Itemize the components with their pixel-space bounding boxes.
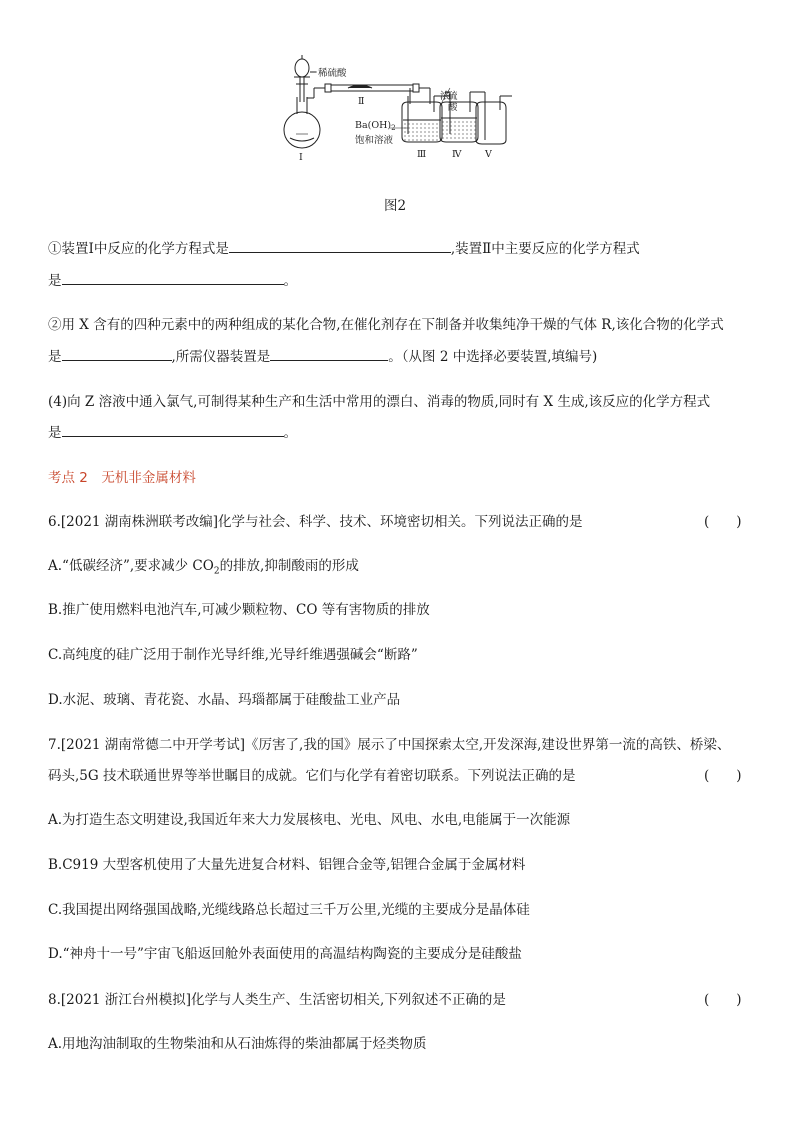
q6-a-pre: A.“低碳经济”,要求减少 CO	[48, 558, 214, 574]
sub2-line2	[48, 345, 597, 365]
answer-blank-3[interactable]	[62, 346, 172, 361]
q7-answer-paren[interactable]: ( )	[704, 768, 742, 784]
label-acid: 稀硫酸	[318, 68, 347, 79]
sub2-line2-b: ,所需仪器装置是	[171, 349, 271, 365]
bottle-v	[476, 92, 512, 144]
label-saturated: 饱和溶液	[355, 135, 394, 146]
q6-option-b: B.推广使用燃料电池汽车,可减少颗粒物、CO 等有害物质的排放	[48, 602, 430, 618]
bottle-iii	[402, 88, 445, 142]
q7-stem-line2: 码头,5G 技术联通世界等举世瞩目的成就。它们与化学有着密切联系。下列说法正确的是	[48, 768, 576, 784]
answer-blank-1[interactable]	[229, 238, 451, 253]
label-baoh-main: Ba(OH)	[355, 120, 392, 131]
q7-option-a: A.为打造生态文明建设,我国近年来大力发展核电、光电、风电、水电,电能属于一次能源	[48, 812, 571, 828]
q7-stem-line1: 7.[2021 湖南常德二中开学考试]《厉害了,我的国》展示了中国探索太空,开发深海,建设世界第一流的高铁、桥梁、	[48, 737, 731, 753]
dropping-funnel	[294, 55, 316, 102]
answer-blank-2[interactable]	[62, 270, 284, 285]
label-conc-3: 酸	[448, 102, 458, 113]
figure-caption: 图2	[384, 198, 407, 214]
q6-answer-paren[interactable]: ( )	[704, 514, 742, 530]
q8-stem: 8.[2021 浙江台州模拟]化学与人类生产、生活密切相关,下列叙述不正确的是	[48, 992, 506, 1008]
label-baoh-sub: 2	[391, 124, 396, 132]
label-conc-2: 硫	[448, 91, 458, 102]
apparatus-diagram	[280, 52, 520, 167]
sub1-line1-pre: ①装置Ⅰ中反应的化学方程式是	[48, 241, 229, 257]
q7-option-b: B.C919 大型客机使用了大量先进复合材料、铝锂合金等,铝锂合金属于金属材料	[48, 857, 526, 873]
q4-line2-post: 。	[283, 425, 297, 441]
tube-ii	[307, 84, 430, 98]
q6-option-c: C.高纯度的硅广泛用于制作光导纤维,光导纤维遇强碱会“断路”	[48, 647, 418, 663]
sub1-line2-pre: 是	[48, 273, 62, 289]
label-conc-1: 浓	[440, 91, 450, 102]
q6-option-d: D.水泥、玻璃、青花瓷、水晶、玛瑙都属于硅酸盐工业产品	[48, 692, 401, 708]
label-roman-3: Ⅲ	[417, 149, 427, 160]
q4-line2-pre: 是	[48, 425, 62, 441]
round-flask	[284, 97, 320, 148]
sub1-line2	[48, 269, 297, 289]
label-roman-5: Ⅴ	[485, 149, 492, 160]
q4-line1: (4)向 Z 溶液中通入氯气,可制得某种生产和生活中常用的漂白、消毒的物质,同时有 X 生成,该反应的化学方程式	[48, 394, 711, 410]
answer-blank-5[interactable]	[62, 422, 284, 437]
sub2-line2-c: 。（从图 2 中选择必要装置,填编号)	[388, 349, 598, 365]
label-roman-1: Ⅰ	[299, 152, 303, 163]
label-roman-4: Ⅳ	[452, 149, 462, 160]
q6-option-a	[48, 554, 359, 577]
q6-stem: 6.[2021 湖南株洲联考改编]化学与社会、科学、技术、环境密切相关。下列说法正确的是	[48, 514, 583, 530]
label-roman-2: Ⅱ	[358, 96, 365, 107]
q7-option-c: C.我国提出网络强国战略,光缆线路总长超过三千万公里,光缆的主要成分是晶体硅	[48, 902, 530, 918]
q6-a-post: 的排放,抑制酸雨的形成	[219, 558, 359, 574]
q8-option-a: A.用地沟油制取的生物柴油和从石油炼得的柴油都属于烃类物质	[48, 1036, 427, 1052]
q4-line2	[48, 421, 297, 441]
q8-answer-paren[interactable]: ( )	[704, 992, 742, 1008]
section-heading: 考点 2 无机非金属材料	[48, 470, 196, 486]
q6-a-sub: 2	[213, 566, 220, 577]
sub1-line1-post: ,装置Ⅱ中主要反应的化学方程式	[450, 241, 640, 257]
q7-option-d: D.“神舟十一号”宇宙飞船返回舱外表面使用的高温结构陶瓷的主要成分是硅酸盐	[48, 946, 522, 962]
sub1-line2-post: 。	[283, 273, 297, 289]
answer-blank-4[interactable]	[270, 346, 388, 361]
label-baoh	[355, 120, 396, 132]
sub2-line1: ②用 X 含有的四种元素中的两种组成的某化合物,在催化剂存在下制备并收集纯净干燥的气体 R,该化合物的化学式	[48, 317, 724, 333]
sub2-line2-a: 是	[48, 349, 62, 365]
sub1-line1	[48, 237, 640, 257]
